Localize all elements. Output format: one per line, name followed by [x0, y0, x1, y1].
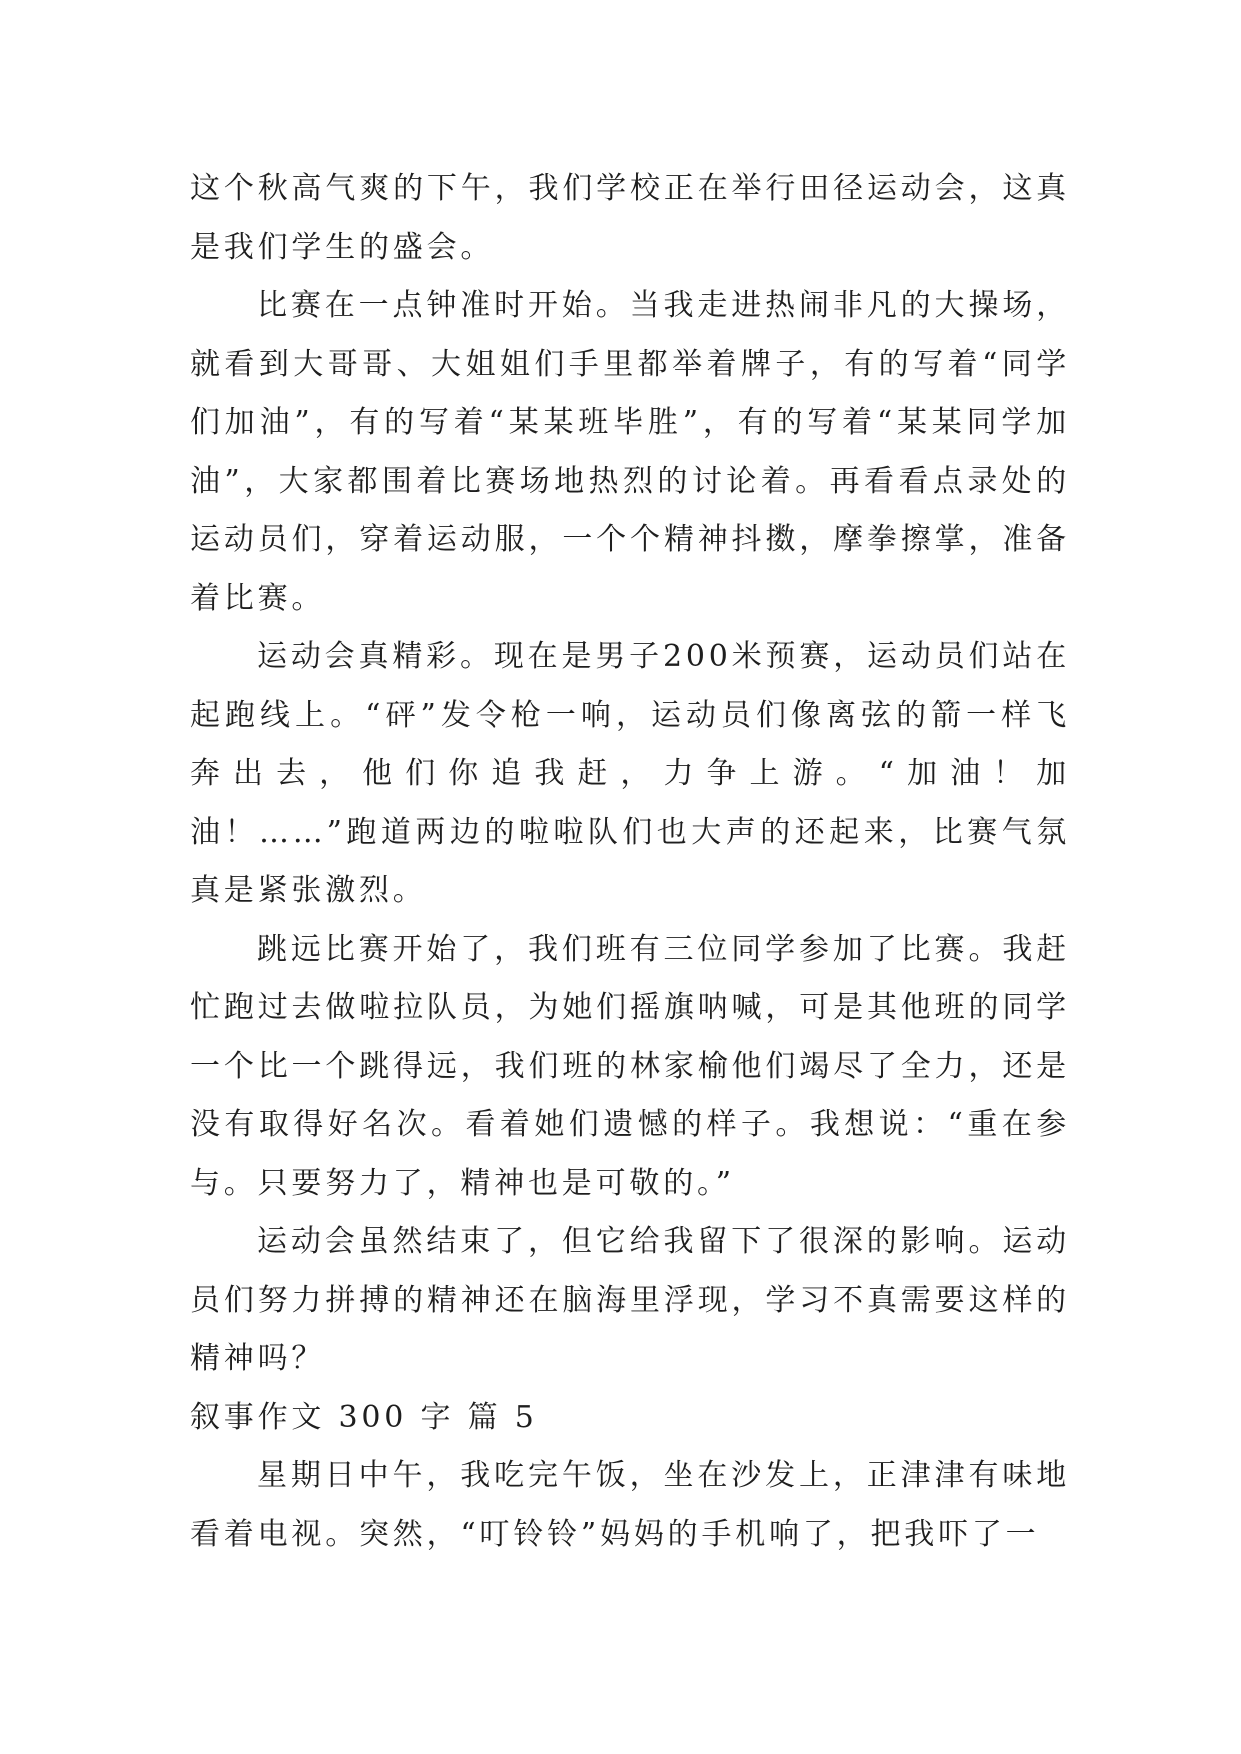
paragraph-2: 比赛在一点钟准时开始。当我走进热闹非凡的大操场，就看到大哥哥、大姐姐们手里都举着牌子，有的写着“同学们加油”，有的写着“某某班毕胜”，有的写着“某某同学加油”，大家都围着比赛场地热烈的讨论着。再看看点录处的运动员们，穿着运动服，一个个精神抖擞，摩拳擦掌，准备着比赛。	[190, 288, 1070, 616]
paragraph-5: 运动会虽然结束了，但它给我留下了很深的影响。运动员们努力拼搏的精神还在脑海里浮现，学习不真需要这样的精神吗？	[190, 1224, 1070, 1376]
paragraph-6: 星期日中午，我吃完午饭，坐在沙发上，正津津有味地看着电视。突然，“叮铃铃”妈妈的手机响了，把我吓了一	[190, 1458, 1070, 1552]
document-body	[190, 160, 1070, 1564]
paragraph-4: 跳远比赛开始了，我们班有三位同学参加了比赛。我赶忙跑过去做啦拉队员，为她们摇旗呐喊，可是其他班的同学一个比一个跳得远，我们班的林家榆他们竭尽了全力，还是没有取得好名次。看着她们遗憾的样子。我想说：“重在参与。只要努力了，精神也是可敬的。”	[190, 931, 1070, 1201]
paragraph-3: 运动会真精彩。现在是男子200米预赛，运动员们站在起跑线上。“砰”发令枪一响，运动员们像离弦的箭一样飞奔出去，他们你追我赶，力争上游。“加油！加油！……”跑道两边的啦啦队们也大声的还起来，比赛气氛真是紧张激烈。	[190, 639, 1070, 908]
section-heading: 叙事作文 300 字 篇 5	[190, 1399, 538, 1435]
paragraph-1: 这个秋高气爽的下午，我们学校正在举行田径运动会，这真是我们学生的盛会。	[190, 171, 1070, 265]
